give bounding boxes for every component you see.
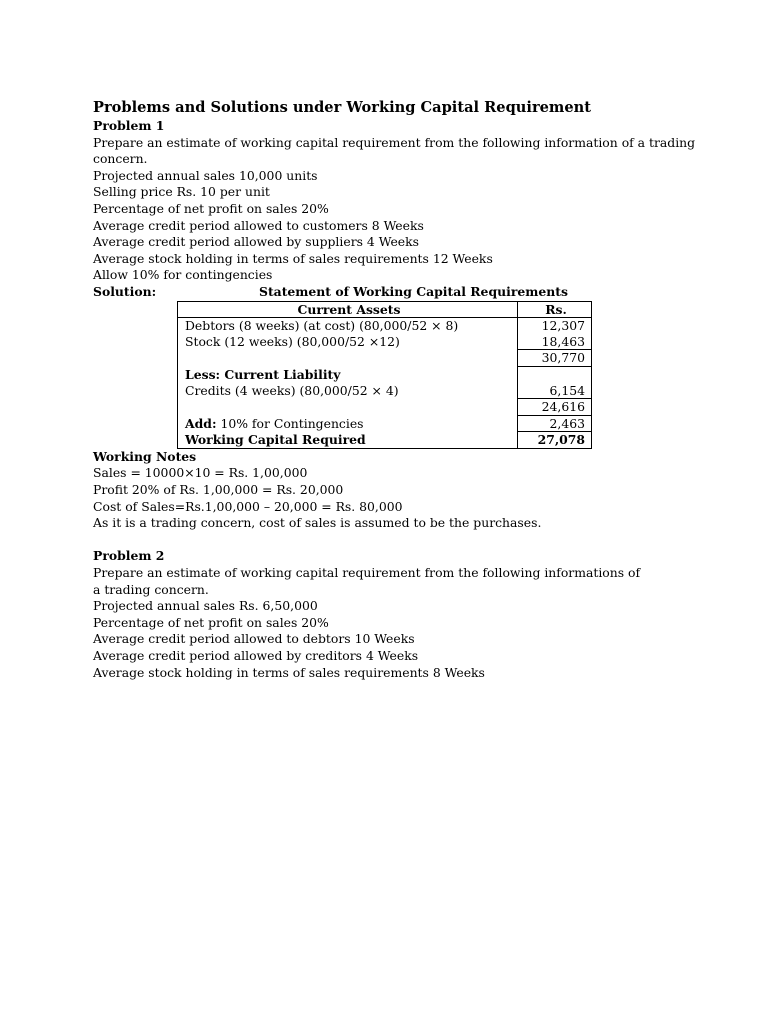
add-text: 10% for Contingencies (216, 415, 364, 431)
table-row-total (178, 432, 592, 449)
working-capital-table (177, 301, 592, 449)
debtors-desc: Debtors (8 weeks) (at cost) (80,000/52 × 8) (178, 318, 518, 334)
table-row (178, 350, 592, 367)
problem1-fact: Allow 10% for contingencies (93, 267, 273, 283)
statement-caption: Statement of Working Capital Requirements (259, 283, 568, 299)
problem1-fact: Projected annual sales 10,000 units (93, 167, 318, 183)
problem2-fact: Projected annual sales Rs. 6,50,000 (93, 598, 318, 614)
problem2-intro-line1: Prepare an estimate of working capital requirement from the following informations of (93, 565, 641, 581)
document-title: Problems and Solutions under Working Capital Requirement (93, 99, 591, 116)
contingencies-desc (178, 415, 518, 432)
total-amount: 27,078 (518, 432, 592, 449)
header-rs: Rs. (518, 301, 592, 318)
table-row (178, 415, 592, 432)
table-row (178, 383, 592, 399)
problem1-heading: Problem 1 (93, 118, 165, 133)
header-current-assets: Current Assets (178, 301, 518, 318)
less-amount-blank (518, 366, 592, 382)
credits-desc: Credits (4 weeks) (80,000/52 × 4) (178, 383, 518, 399)
table-header-row (178, 301, 592, 318)
problem2-fact: Average stock holding in terms of sales requirements 8 Weeks (93, 664, 485, 680)
credits-amount: 6,154 (518, 383, 592, 399)
problem1-fact: Average stock holding in terms of sales requirements 12 Weeks (93, 250, 493, 266)
table-row (178, 399, 592, 416)
subtotal2-desc (178, 399, 518, 416)
problem2-heading: Problem 2 (93, 548, 165, 564)
problem2-intro-line2: a trading concern. (93, 581, 209, 597)
table-row (178, 318, 592, 334)
subtotal2-amount: 24,616 (518, 399, 592, 416)
problem1-fact: Percentage of net profit on sales 20% (93, 200, 329, 216)
working-note-line: Cost of Sales=Rs.1,00,000 – 20,000 = Rs. 80,000 (93, 498, 403, 514)
add-label: Add: (185, 415, 217, 431)
problem1-fact: Average credit period allowed by suppliers 4 Weeks (93, 234, 419, 250)
problem2-fact: Average credit period allowed by creditors 4 Weeks (93, 648, 419, 663)
table-row (178, 366, 592, 382)
solution-label: Solution: (93, 283, 157, 299)
solution-header (93, 284, 693, 301)
document-body (93, 98, 696, 681)
subtotal1-amount: 30,770 (518, 350, 592, 367)
problem1-intro-line1: Prepare an estimate of working capital requirement from the following information of a trading (93, 134, 696, 150)
contingencies-amount: 2,463 (518, 415, 592, 432)
problem1-intro-line2: concern. (93, 151, 148, 167)
problem1-fact: Selling price Rs. 10 per unit (93, 184, 270, 200)
stock-amount: 18,463 (518, 334, 592, 350)
working-note-line: Profit 20% of Rs. 1,00,000 = Rs. 20,000 (93, 482, 344, 498)
stock-desc: Stock (12 weeks) (80,000/52 ×12) (178, 334, 518, 350)
problem1-fact: Average credit period allowed to customers 8 Weeks (93, 217, 424, 233)
less-current-liability-label: Less: Current Liability (178, 366, 518, 382)
problem2-fact: Average credit period allowed to debtors 10 Weeks (93, 631, 415, 647)
debtors-amount: 12,307 (518, 318, 592, 334)
spacer (93, 532, 693, 549)
problem2-fact: Percentage of net profit on sales 20% (93, 614, 329, 630)
total-label: Working Capital Required (178, 432, 518, 449)
subtotal1-desc (178, 350, 518, 367)
working-note-line: As it is a trading concern, cost of sales is assumed to be the purchases. (93, 515, 542, 531)
working-note-line: Sales = 10000×10 = Rs. 1,00,000 (93, 465, 308, 481)
table-row (178, 334, 592, 350)
working-notes-heading: Working Notes (93, 448, 197, 464)
